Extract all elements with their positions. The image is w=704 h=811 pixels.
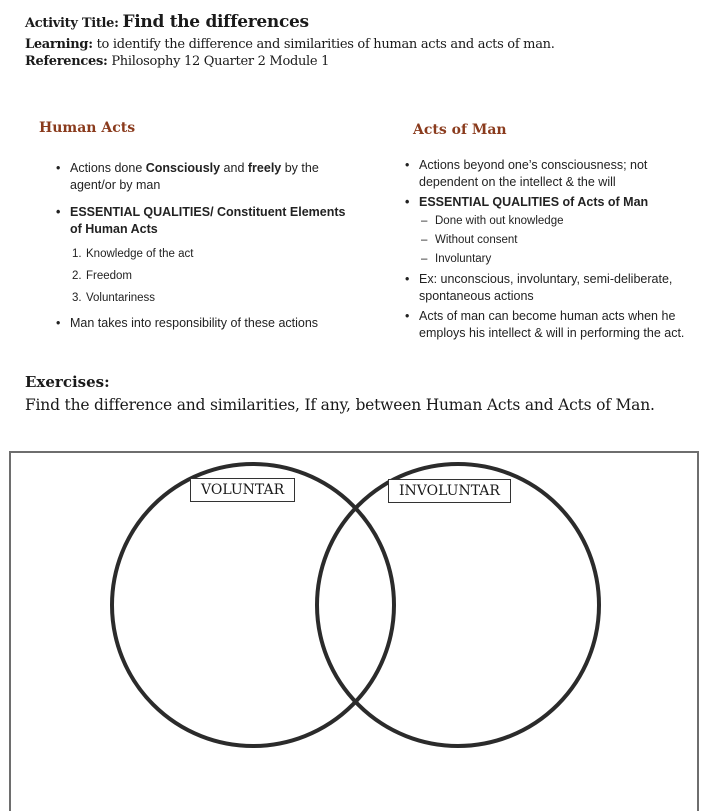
- acts-of-man-bullet-qualities: • ESSENTIAL QUALITIES of Acts of Man: [405, 194, 704, 211]
- quality-item: – Involuntary: [405, 251, 704, 268]
- human-acts-bullet-qualities: • ESSENTIAL QUALITIES/ Constituent Elements of Human Acts: [56, 204, 346, 238]
- element-item: 1. Knowledge of the act: [72, 248, 194, 260]
- acts-of-man-bullet-transition: • Acts of man can become human acts when he employs his intellect & will in performing the act.: [405, 308, 704, 342]
- element-item: 2. Freedom: [72, 270, 133, 282]
- venn-label-voluntary: VOLUNTAR: [190, 478, 295, 502]
- references-label: References:: [25, 54, 108, 69]
- learning-label: Learning:: [25, 37, 93, 52]
- venn-circle-voluntary: [112, 464, 394, 746]
- activity-title: Find the differences: [122, 12, 309, 32]
- activity-title-label: Activity Title:: [25, 16, 119, 31]
- quality-item: – Without consent: [405, 232, 704, 249]
- venn-label-involuntary: INVOLUNTAR: [388, 479, 511, 503]
- acts-of-man-title: Acts of Man: [413, 122, 507, 138]
- acts-of-man-bullet-examples: • Ex: unconscious, involuntary, semi-deliberate, spontaneous actions: [405, 271, 704, 305]
- exercises-title: Exercises:: [25, 373, 110, 391]
- human-acts-bullet-responsibility: • Man takes into responsibility of these actions: [56, 315, 346, 332]
- element-item: 3. Voluntariness: [72, 292, 156, 304]
- acts-of-man-bullet-definition: • Actions beyond one’s consciousness; not dependent on the intellect & the will: [405, 157, 704, 191]
- exercises-instruction: Find the difference and similarities, If any, between Human Acts and Acts of Man.: [25, 396, 655, 414]
- quality-item: – Done with out knowledge: [405, 213, 704, 230]
- learning-text: to identify the difference and similarities of human acts and acts of man.: [96, 37, 555, 52]
- human-acts-bullet-definition: • Actions done Consciously and freely by the agent/or by man: [56, 160, 346, 194]
- human-acts-title: Human Acts: [39, 120, 136, 136]
- venn-circle-involuntary: [317, 464, 599, 746]
- references-text: Philosophy 12 Quarter 2 Module 1: [111, 54, 330, 69]
